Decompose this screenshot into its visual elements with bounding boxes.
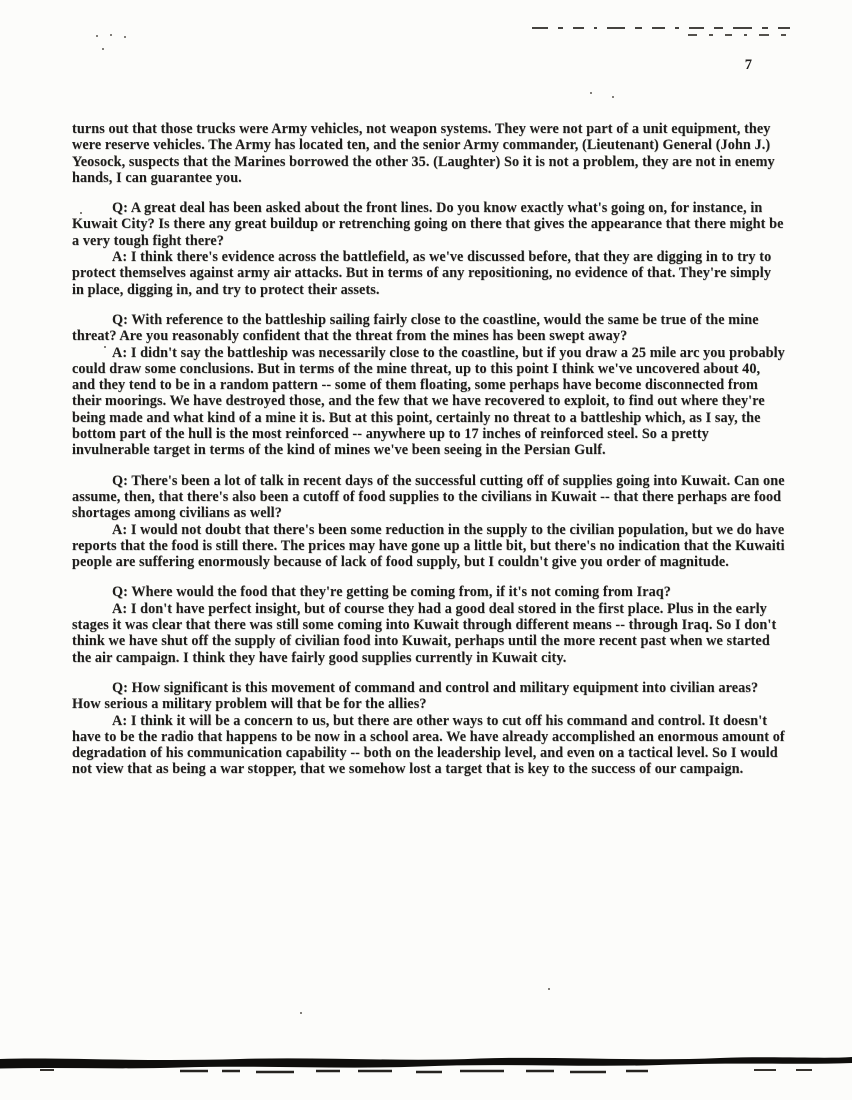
continuation-paragraph: turns out that those trucks were Army vehicles, not weapon systems. They were not part of a unit equipment, they were reserve vehicles. The Army has located ten, and the senior Army commander, (Lieutenant) General (John J.) Yeosock, suspects that the Marines borrowed the other 35. (Laughter) So it is not a problem, they are not in enemy hands, I can guarantee you.	[72, 121, 775, 186]
answer-paragraph: A: I would not doubt that there's been some reduction in the supply to the civilian population, but we do have reports that the food is still there. The prices may have gone up a little bit, but there's no indication that the Kuwaiti people are suffering enormously because of lack of food supply, but I couldn't give you order of magnitude.	[72, 521, 785, 571]
scan-artifact-bottom-band	[0, 1050, 852, 1076]
scan-artifact-dashes	[532, 27, 800, 29]
question-paragraph: Q: How significant is this movement of command and control and military equipment into civilian areas? How serious a military problem will that be for the allies?	[72, 679, 759, 713]
answer-paragraph: A: I think it will be a concern to us, but there are other ways to cut off his command and control. It doesn't have to be the radio that happens to be now in a school area. We have already accomplished an enormous amount of degradation of his communication capability -- both on the leadership level, and even on a tactical level. So I would not view that as being a war stopper, that we somehow lost a target that is key to the success of our campaign.	[72, 712, 785, 778]
question-paragraph: Q: Where would the food that they're getting be coming from, if it's not coming from Iraq?	[112, 584, 671, 601]
question-paragraph: Q: With reference to the battleship sailing fairly close to the coastline, would the same be true of the mine threat? Are you reasonably confident that the threat from the mines has been swept away?	[72, 311, 759, 345]
scan-speck	[548, 988, 550, 990]
answer-paragraph: A: I didn't say the battleship was necessarily close to the coastline, but if you draw a 25 mile arc you probably could draw some conclusions. But in terms of the mine threat, up to this point I think we've uncovered about 40, and they tend to be in a random pattern -- some of them floating, some perhaps have become disconnected from their moorings. We have destroyed those, and the few that we have recovered to exploit, to find out where they're being made and what kind of a mine it is. But at this point, certainly no threat to a battleship which, as I say, the bottom part of the hull is the most reinforced -- anywhere up to 17 inches of reinforced steel. So a pretty invulnerable target in terms of the kind of mines we've been seeing in the Persian Gulf.	[72, 344, 785, 459]
document-body	[72, 121, 786, 778]
scan-speck	[590, 92, 592, 94]
answer-paragraph: A: I don't have perfect insight, but of course they had a good deal stored in the first place. Plus in the early stages it was clear that there was still some coming into Kuwait through different means -- through Iraq. So I don't think we have shut off the supply of civilian food into Kuwait, perhaps until the more recent past when we started the air campaign. I think they have fairly good supplies currently in Kuwait city.	[72, 600, 777, 666]
page-number: 7	[744, 57, 752, 73]
answer-paragraph: A: I think there's evidence across the battlefield, as we've discussed before, that they are digging in to try to protect themselves against army air attacks. But in terms of any repositioning, no evidence of that. They're simply in place, digging in, and try to protect their assets.	[72, 249, 772, 298]
question-paragraph: Q: There's been a lot of talk in recent days of the successful cutting off of supplies going into Kuwait. Can one assume, then, that there's also been a cutoff of food supplies to the civilians in Kuwait -- that there perhaps are food shortages among civilians as well?	[72, 472, 785, 522]
scan-speck	[102, 48, 104, 50]
scan-speck	[110, 34, 112, 36]
question-paragraph: Q: A great deal has been asked about the front lines. Do you know exactly what's going on, for instance, in Kuwait City? Is there any great buildup or retrenching going on there that gives the appearance that there might be a very tough fight there?	[72, 200, 784, 249]
scan-speck	[300, 1012, 302, 1014]
scan-speck	[96, 35, 98, 37]
scan-artifact-dashes-secondary	[688, 34, 798, 36]
scan-speck	[612, 96, 614, 98]
scan-speck	[124, 36, 126, 38]
